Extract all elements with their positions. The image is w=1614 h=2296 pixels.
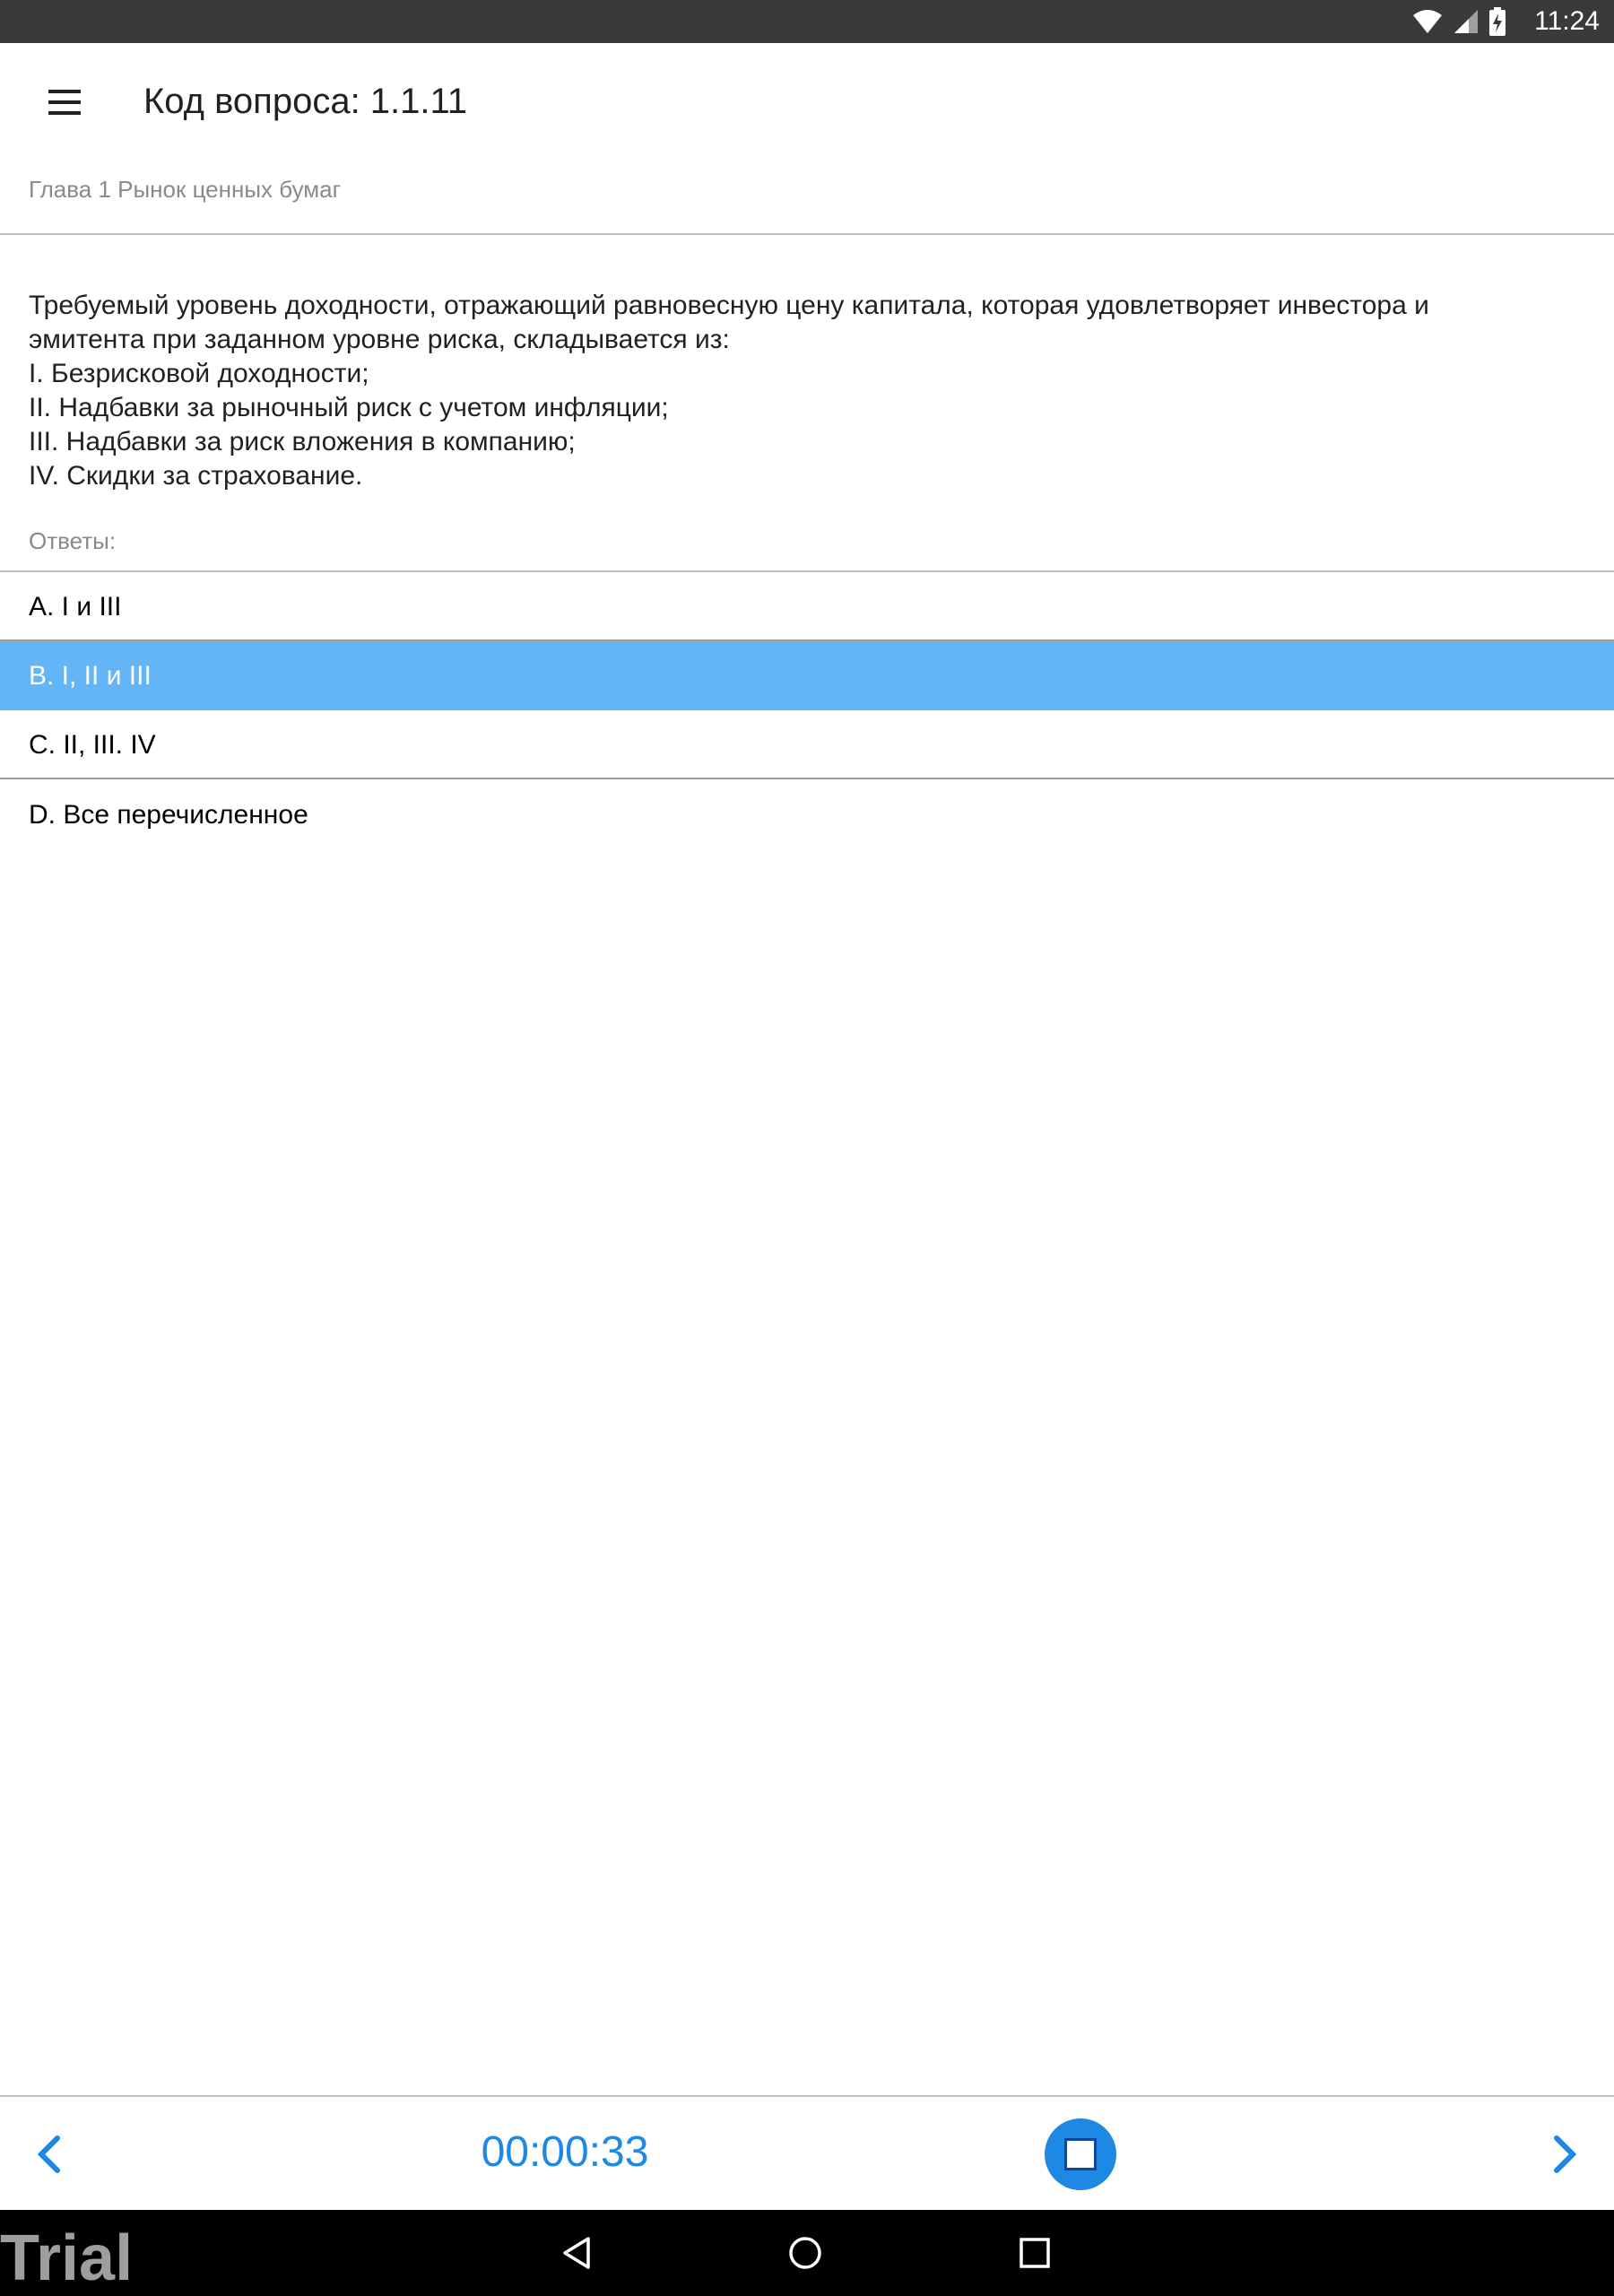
answers-label: Ответы: bbox=[29, 527, 117, 554]
status-icons bbox=[1411, 7, 1506, 36]
status-time: 11:24 bbox=[1534, 6, 1600, 36]
home-icon[interactable] bbox=[787, 2235, 823, 2271]
battery-charging-icon bbox=[1488, 7, 1506, 36]
question-line: III. Надбавки за риск вложения в компанию; bbox=[29, 427, 576, 457]
answer-option-a[interactable]: A. I и III bbox=[0, 572, 1614, 641]
hamburger-menu-icon[interactable] bbox=[36, 77, 93, 131]
chevron-left-icon[interactable] bbox=[22, 2126, 79, 2183]
wifi-icon bbox=[1411, 8, 1444, 35]
answer-option-c[interactable]: C. II, III. IV bbox=[0, 710, 1614, 779]
header-divider bbox=[0, 233, 1614, 235]
timer: 00:00:33 bbox=[481, 2128, 649, 2176]
chevron-right-icon[interactable] bbox=[1535, 2126, 1592, 2183]
question-line: I. Безрисковой доходности; bbox=[29, 359, 369, 388]
question-line: Требуемый уровень доходности, отражающий равновесную цену капитала, которая удовлетворяет инвестора и bbox=[29, 291, 1429, 320]
back-icon[interactable] bbox=[560, 2235, 595, 2271]
question-line: II. Надбавки за рыночный риск с учетом инфляции; bbox=[29, 393, 669, 422]
signal-icon bbox=[1453, 8, 1480, 35]
question-line: эмитента при заданном уровне риска, складывается из: bbox=[29, 325, 730, 354]
recents-icon[interactable] bbox=[1017, 2235, 1053, 2271]
question-text bbox=[29, 289, 1589, 493]
breadcrumb: Глава 1 Рынок ценных бумаг bbox=[29, 176, 342, 203]
answer-option-d[interactable]: D. Все перечисленное bbox=[29, 800, 308, 830]
bottom-bar bbox=[0, 2095, 1614, 2212]
stop-button[interactable] bbox=[1045, 2118, 1116, 2190]
system-nav-bar bbox=[0, 2210, 1614, 2296]
stop-icon bbox=[1064, 2138, 1097, 2170]
app-bar bbox=[0, 43, 1614, 160]
page-title: Код вопроса: 1.1.11 bbox=[143, 82, 468, 121]
status-bar bbox=[0, 0, 1614, 43]
question-line: IV. Скидки за страхование. bbox=[29, 461, 363, 491]
trial-watermark: Trial bbox=[0, 2222, 134, 2294]
answer-option-b[interactable]: B. I, II и III bbox=[0, 641, 1614, 710]
